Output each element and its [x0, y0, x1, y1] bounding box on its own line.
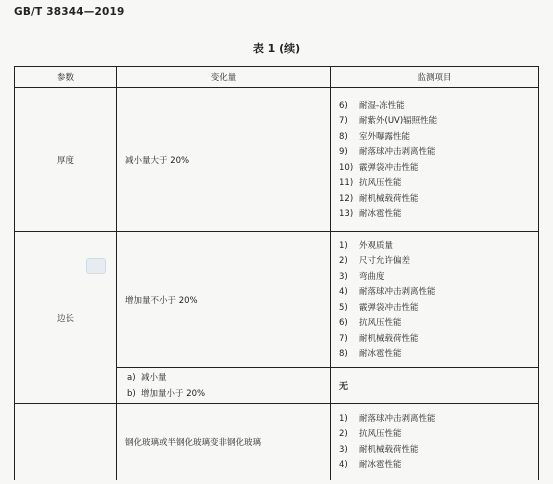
list-item: 9) 耐落球冲击剥离性能 — [339, 147, 436, 157]
result-none-cell: 无 — [331, 368, 539, 404]
list-item: 12) 耐机械载荷性能 — [339, 193, 419, 204]
list-item: 4) 耐落球冲击剥离性能 — [339, 287, 436, 297]
list-item: 3) 耐机械载荷性能 — [339, 444, 419, 455]
param-cell: 边长 — [15, 232, 117, 404]
list-item: 5) 霰弹袋冲击性能 — [339, 302, 419, 313]
list-item: 8) 耐冰雹性能 — [339, 349, 402, 359]
list-item: 6) 抗风压性能 — [339, 318, 402, 328]
list-item: 1) 外观质量 — [339, 240, 394, 251]
list-item: 3) 弯曲度 — [339, 271, 385, 282]
param-cell: 厚度 — [15, 88, 117, 232]
column-header-change: 变化量 — [117, 67, 331, 88]
table-row-edge-length — [15, 232, 539, 368]
change-cell: 钢化玻璃或半钢化玻璃变非钢化玻璃 — [117, 404, 331, 480]
list-item: 13) 耐冰雹性能 — [339, 209, 402, 219]
table-row-tempered-glass — [15, 404, 539, 480]
list-item: 8) 室外曝露性能 — [339, 131, 411, 142]
change-cell — [117, 368, 331, 404]
param-cell — [15, 404, 117, 480]
column-header-param: 参数 — [15, 67, 117, 88]
list-item: a) 减小量 — [127, 372, 167, 383]
list-item: 7) 耐机械载荷性能 — [339, 333, 419, 344]
table-header-row — [15, 67, 539, 88]
change-cell: 增加量不小于 20% — [117, 232, 331, 368]
column-header-items: 监测项目 — [331, 67, 539, 88]
list-item: 2) 尺寸允许偏差 — [339, 256, 411, 266]
list-item: 7) 耐紫外(UV)辐照性能 — [339, 116, 438, 126]
list-item: 11) 抗风压性能 — [339, 178, 402, 188]
list-item: 10) 霰弹袋冲击性能 — [339, 162, 419, 173]
items-cell — [331, 88, 539, 232]
table-title: 表 1 (续) — [252, 42, 301, 55]
list-item: 2) 抗风压性能 — [339, 429, 402, 440]
table-row-thickness — [15, 88, 539, 232]
items-cell — [331, 232, 539, 368]
scan-mark — [86, 258, 106, 274]
list-item: b) 增加量小于 20% — [127, 388, 206, 399]
list-item: 1) 耐落球冲击剥离性能 — [339, 413, 436, 424]
list-item: 6) 耐湿-冻性能 — [339, 100, 405, 111]
items-cell — [331, 404, 539, 480]
standard-code: GB/T 38344—2019 — [14, 6, 125, 18]
list-item: 4) 耐冰雹性能 — [339, 460, 402, 471]
change-cell: 减小量大于 20% — [117, 88, 331, 232]
